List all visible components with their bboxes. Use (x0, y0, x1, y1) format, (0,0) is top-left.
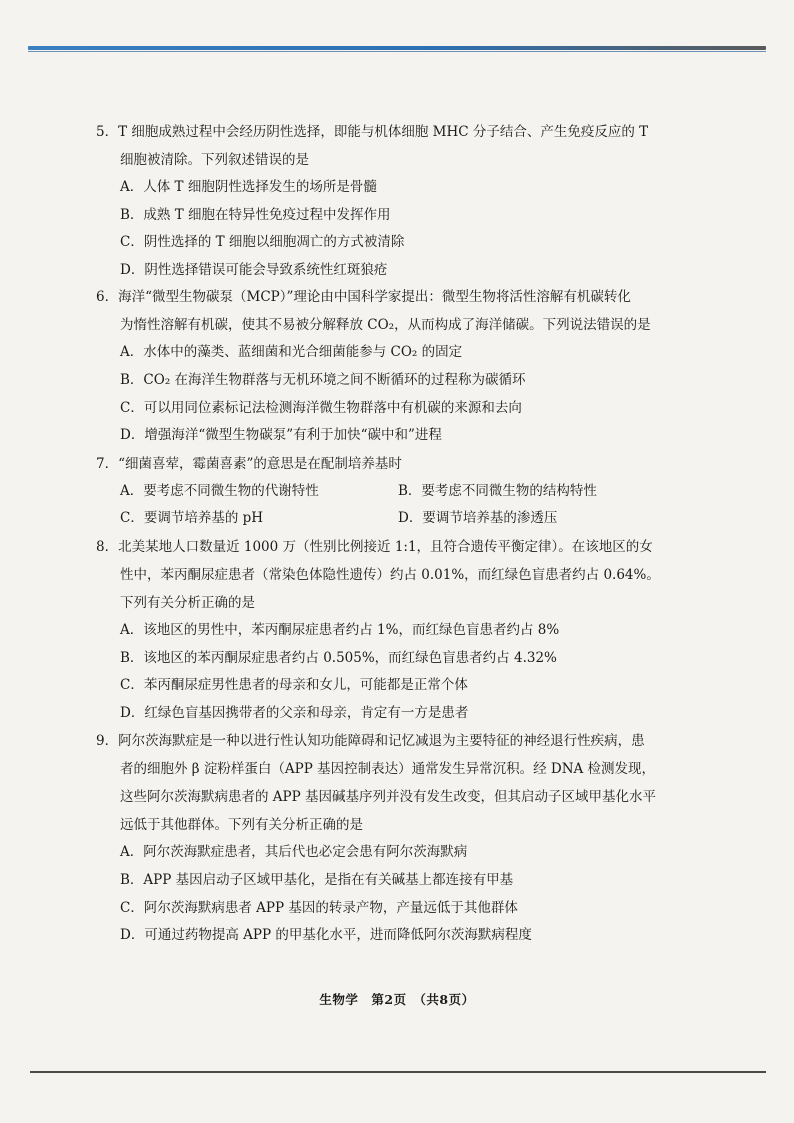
question-stem-line: 7．“细菌喜荤，霉菌喜素”的意思是在配制培养基时 (96, 455, 402, 472)
option-c: C．可以用同位素标记法检测海洋微生物群落中有机碳的来源和去向 (120, 399, 522, 416)
option-c: C．苯丙酮尿症男性患者的母亲和女儿，可能都是正常个体 (120, 677, 468, 694)
question-stem-line: 这些阿尔茨海默病患者的 APP 基因碱基序列并没有发生改变，但其启动子区域甲基化水平 (120, 789, 656, 806)
page-number: 生物学 第2页 （共8页） (319, 992, 475, 1007)
page-footer (0, 990, 794, 1008)
option-d: D．阴性选择错误可能会导致系统性红斑狼疮 (120, 261, 388, 278)
question-5 (96, 118, 676, 284)
option-a: A．要考虑不同微生物的代谢特性 (120, 482, 319, 499)
option-c: C．阿尔茨海默病患者 APP 基因的转录产物，产量远低于其他群体 (120, 899, 518, 916)
footer-rule (30, 1071, 766, 1073)
option-b: B．CO₂ 在海洋生物群落与无机环境之间不断循环的过程称为碳循环 (120, 371, 526, 388)
option-b: B．要考虑不同微生物的结构特性 (398, 482, 597, 499)
option-a: A．人体 T 细胞阴性选择发生的场所是骨髓 (120, 179, 377, 195)
option-b: B．成熟 T 细胞在特异性免疫过程中发挥作用 (120, 206, 391, 223)
header-rule-thin (28, 51, 766, 52)
question-stem-line: 远低于其他群体。下列有关分析正确的是 (120, 817, 363, 834)
question-stem-line: 6．海洋“微型生物碳泵（MCP）”理论由中国科学家提出：微型生物将活性溶解有机碳转化 (96, 289, 631, 306)
question-stem-line: 8．北美某地人口数量近 1000 万（性别比例接近 1:1，且符合遗传平衡定律）。在该地区的女 (96, 538, 653, 555)
option-d: D．红绿色盲基因携带者的父亲和母亲，肯定有一方是患者 (120, 704, 469, 721)
question-stem-line: 9．阿尔茨海默症是一种以进行性认知功能障碍和记忆减退为主要特征的神经退行性疾病，患 (96, 733, 645, 750)
option-row (96, 505, 676, 533)
question-7 (96, 450, 676, 533)
question-8 (96, 533, 676, 727)
question-stem-line: 为惰性溶解有机碳，使其不易被分解释放 CO₂，从而构成了海洋储碳。下列说法错误的是 (120, 317, 651, 334)
header-rule (28, 46, 766, 50)
question-stem-line: 性中，苯丙酮尿症患者（常染色体隐性遗传）约占 0.01%，而红绿色盲患者约占 0.64%。 (120, 566, 660, 583)
option-a: A．阿尔茨海默症患者，其后代也必定会患有阿尔茨海默病 (120, 844, 468, 861)
question-stem-line: 5．T 细胞成熟过程中会经历阴性选择，即能与机体细胞 MHC 分子结合、产生免疫反应的 T (96, 124, 649, 140)
option-a: A．该地区的男性中，苯丙酮尿症患者约占 1%，而红绿色盲患者约占 8% (120, 621, 560, 638)
option-row (96, 478, 676, 506)
option-c: C．要调节培养基的 pH (120, 510, 264, 527)
question-stem-line: 细胞被清除。下列叙述错误的是 (120, 152, 309, 168)
option-d: D．可通过药物提高 APP 的甲基化水平，进而降低阿尔茨海默病程度 (120, 927, 532, 944)
option-b: B．该地区的苯丙酮尿症患者约占 0.505%，而红绿色盲患者约占 4.32% (120, 649, 557, 666)
option-d: D．要调节培养基的渗透压 (398, 510, 558, 527)
question-stem-line: 者的细胞外 β 淀粉样蛋白（APP 基因控制表达）通常发生异常沉积。经 DNA 检测发现， (120, 761, 656, 778)
question-stem-line: 下列有关分析正确的是 (120, 594, 255, 611)
question-6 (96, 283, 676, 449)
option-d: D．增强海洋“微型生物碳泵”有利于加快“碳中和”进程 (120, 427, 442, 444)
option-a: A．水体中的藻类、蓝细菌和光合细菌能参与 CO₂ 的固定 (120, 344, 463, 361)
option-c: C．阴性选择的 T 细胞以细胞凋亡的方式被清除 (120, 234, 405, 251)
option-b: B．APP 基因启动子区域甲基化，是指在有关碱基上都连接有甲基 (120, 871, 514, 888)
exam-content (96, 118, 676, 950)
question-9 (96, 727, 676, 949)
